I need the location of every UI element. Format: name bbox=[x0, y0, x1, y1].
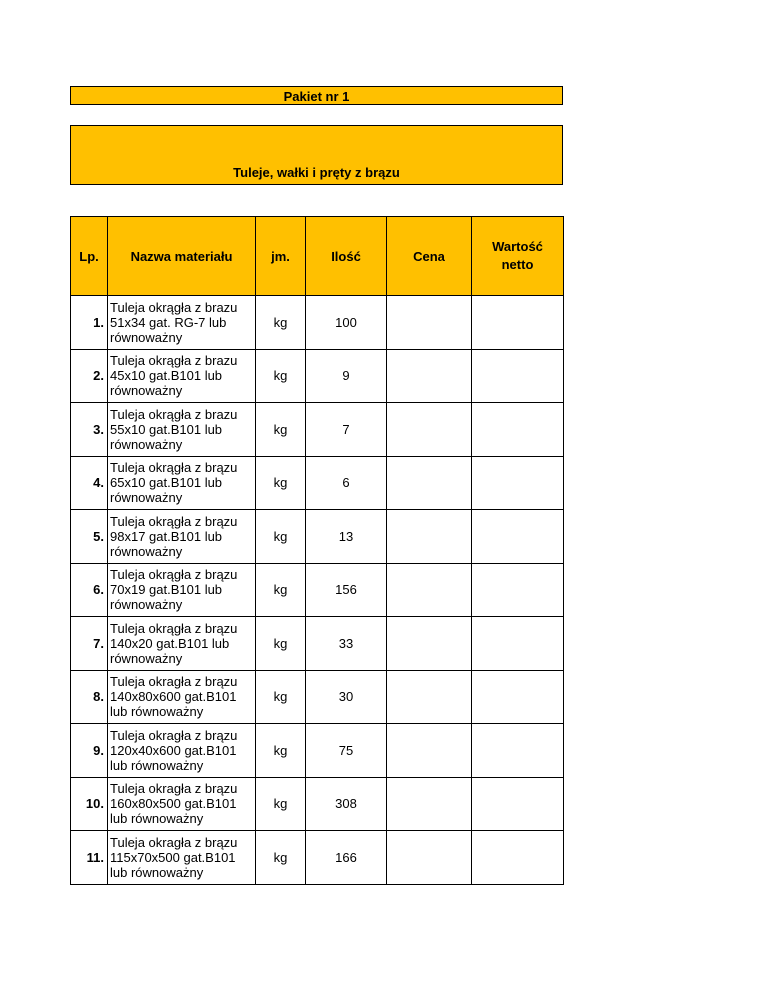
col-header-value-label: Wartość netto bbox=[492, 239, 543, 272]
section-subtitle: Tuleje, wałki i pręty z brązu bbox=[233, 165, 400, 180]
row-quantity: 30 bbox=[306, 670, 387, 724]
row-price bbox=[387, 617, 472, 671]
row-unit: kg bbox=[256, 831, 306, 885]
col-header-lp: Lp. bbox=[71, 217, 108, 296]
row-quantity: 9 bbox=[306, 349, 387, 403]
row-net-value bbox=[472, 296, 564, 350]
col-header-unit: jm. bbox=[256, 217, 306, 296]
row-net-value bbox=[472, 617, 564, 671]
materials-table bbox=[70, 216, 564, 885]
row-unit: kg bbox=[256, 670, 306, 724]
row-material-name: Tuleja okrągła z brązu 70x19 gat.B101 lub równoważny bbox=[108, 563, 256, 617]
package-title: Pakiet nr 1 bbox=[70, 86, 563, 105]
table-row bbox=[71, 777, 564, 831]
row-price bbox=[387, 349, 472, 403]
row-quantity: 33 bbox=[306, 617, 387, 671]
row-net-value bbox=[472, 403, 564, 457]
row-unit: kg bbox=[256, 724, 306, 778]
row-unit: kg bbox=[256, 296, 306, 350]
row-net-value bbox=[472, 777, 564, 831]
row-net-value bbox=[472, 349, 564, 403]
row-price bbox=[387, 403, 472, 457]
row-quantity: 6 bbox=[306, 456, 387, 510]
row-material-name: Tuleja okrągła z brązu 98x17 gat.B101 lub równoważny bbox=[108, 510, 256, 564]
row-material-name: Tuleja okrągła z brazu 45x10 gat.B101 lub równoważny bbox=[108, 349, 256, 403]
row-lp: 3. bbox=[71, 403, 108, 457]
table-row bbox=[71, 349, 564, 403]
row-price bbox=[387, 563, 472, 617]
row-material-name: Tuleja okrągła z brazu 55x10 gat.B101 lub równoważny bbox=[108, 403, 256, 457]
row-net-value bbox=[472, 831, 564, 885]
row-lp: 11. bbox=[71, 831, 108, 885]
section-subtitle-box bbox=[70, 125, 563, 185]
table-row bbox=[71, 296, 564, 350]
row-material-name: Tuleja okragła z brązu 115x70x500 gat.B101 lub równoważny bbox=[108, 831, 256, 885]
row-material-name: Tuleja okrągła z brązu 140x20 gat.B101 lub równoważny bbox=[108, 617, 256, 671]
row-unit: kg bbox=[256, 777, 306, 831]
row-price bbox=[387, 831, 472, 885]
row-quantity: 7 bbox=[306, 403, 387, 457]
table-row bbox=[71, 456, 564, 510]
row-price bbox=[387, 777, 472, 831]
row-net-value bbox=[472, 456, 564, 510]
row-material-name: Tuleja okragła z brązu 160x80x500 gat.B101 lub równoważny bbox=[108, 777, 256, 831]
row-quantity: 166 bbox=[306, 831, 387, 885]
col-header-name: Nazwa materiału bbox=[108, 217, 256, 296]
table-row bbox=[71, 724, 564, 778]
row-price bbox=[387, 670, 472, 724]
row-unit: kg bbox=[256, 349, 306, 403]
row-unit: kg bbox=[256, 403, 306, 457]
table-row bbox=[71, 403, 564, 457]
row-quantity: 75 bbox=[306, 724, 387, 778]
col-header-qty: Ilość bbox=[306, 217, 387, 296]
row-lp: 5. bbox=[71, 510, 108, 564]
row-net-value bbox=[472, 563, 564, 617]
row-quantity: 156 bbox=[306, 563, 387, 617]
table-row bbox=[71, 563, 564, 617]
col-header-price: Cena bbox=[387, 217, 472, 296]
row-quantity: 308 bbox=[306, 777, 387, 831]
row-price bbox=[387, 510, 472, 564]
row-lp: 4. bbox=[71, 456, 108, 510]
row-unit: kg bbox=[256, 617, 306, 671]
row-material-name: Tuleja okragła z brązu 120x40x600 gat.B101 lub równoważny bbox=[108, 724, 256, 778]
row-lp: 2. bbox=[71, 349, 108, 403]
col-header-value bbox=[472, 217, 564, 296]
row-price bbox=[387, 296, 472, 350]
row-unit: kg bbox=[256, 510, 306, 564]
row-quantity: 13 bbox=[306, 510, 387, 564]
table-row bbox=[71, 670, 564, 724]
row-lp: 6. bbox=[71, 563, 108, 617]
row-lp: 8. bbox=[71, 670, 108, 724]
row-lp: 10. bbox=[71, 777, 108, 831]
row-net-value bbox=[472, 670, 564, 724]
row-material-name: Tuleja okragła z brązu 140x80x600 gat.B101 lub równoważny bbox=[108, 670, 256, 724]
table-row bbox=[71, 617, 564, 671]
row-lp: 9. bbox=[71, 724, 108, 778]
row-price bbox=[387, 456, 472, 510]
row-lp: 7. bbox=[71, 617, 108, 671]
table-row bbox=[71, 831, 564, 885]
row-material-name: Tuleja okrągła z brazu 51x34 gat. RG-7 lub równoważny bbox=[108, 296, 256, 350]
table-header-row bbox=[71, 217, 564, 296]
row-unit: kg bbox=[256, 563, 306, 617]
table-row bbox=[71, 510, 564, 564]
row-quantity: 100 bbox=[306, 296, 387, 350]
row-net-value bbox=[472, 510, 564, 564]
row-material-name: Tuleja okrągła z brązu 65x10 gat.B101 lub równoważny bbox=[108, 456, 256, 510]
row-unit: kg bbox=[256, 456, 306, 510]
row-net-value bbox=[472, 724, 564, 778]
row-lp: 1. bbox=[71, 296, 108, 350]
row-price bbox=[387, 724, 472, 778]
